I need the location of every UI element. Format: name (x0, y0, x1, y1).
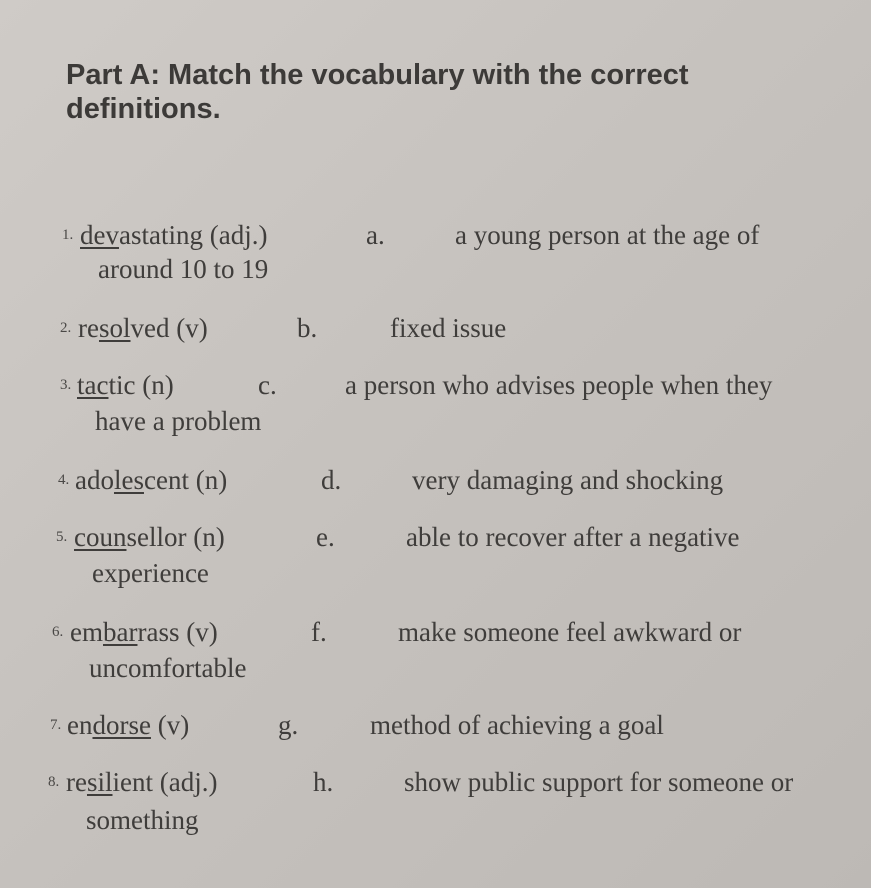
word-part: re (78, 313, 99, 343)
item-number: 2. (60, 320, 72, 336)
item-number: 6. (52, 624, 64, 640)
vocab-item-1 (0, 218, 871, 284)
part-of-speech: (n) (193, 522, 225, 552)
part-of-speech: (n) (142, 370, 174, 400)
definition-letter: d. (321, 465, 342, 495)
stressed-syllable: bar (103, 617, 138, 647)
definition-text: a young person at the age of (455, 220, 760, 250)
vocab-word (66, 765, 217, 799)
vocab-word (75, 463, 227, 497)
stressed-syllable: sol (98, 313, 131, 343)
vocab-item-6 (0, 615, 871, 683)
definition-letter: c. (258, 370, 277, 400)
word-part: tic (108, 370, 136, 400)
definition-text: very damaging and shocking (412, 465, 724, 495)
vocab-word (67, 708, 189, 742)
definition-text: make someone feel awkward or (398, 617, 742, 647)
definition-text: method of achieving a goal (370, 710, 664, 740)
stressed-syllable: tac (77, 370, 109, 400)
definition-letter: h. (313, 767, 334, 797)
vocab-word (74, 520, 225, 554)
word-part: ado (75, 465, 114, 495)
word-part: ved (130, 313, 170, 343)
word-part: em (70, 617, 103, 647)
vocab-item-2 (0, 311, 871, 345)
item-number: 4. (58, 472, 70, 488)
stressed-syllable: coun (74, 522, 127, 552)
vocab-item-5 (0, 520, 871, 588)
item-number: 5. (56, 529, 68, 545)
definition-text: able to recover after a negative (406, 522, 740, 552)
stressed-syllable: dorse (92, 710, 151, 740)
word-part: re (66, 767, 87, 797)
definition-continuation: have a problem (95, 406, 262, 436)
part-of-speech: (adj.) (209, 220, 268, 250)
word-part: sellor (126, 522, 187, 552)
definition-continuation: uncomfortable (89, 653, 247, 683)
part-of-speech: (v) (157, 710, 190, 740)
definition-letter: a. (366, 220, 385, 250)
definition-text: fixed issue (390, 313, 507, 343)
vocab-item-7 (0, 708, 871, 742)
part-of-speech: (adj.) (159, 767, 218, 797)
stressed-syllable: les (113, 465, 144, 495)
definition-text: show public support for someone or (404, 767, 794, 797)
definition-letter: g. (278, 710, 299, 740)
part-of-speech: (v) (176, 313, 208, 343)
definition-continuation: something (86, 805, 199, 835)
item-number: 1. (62, 227, 74, 243)
vocab-word (78, 311, 208, 345)
definition-letter: b. (297, 313, 318, 343)
word-part: cent (143, 465, 189, 495)
vocab-item-4 (0, 463, 871, 497)
definition-letter: e. (316, 522, 335, 552)
definition-letter: f. (311, 617, 327, 647)
definition-continuation: around 10 to 19 (98, 254, 269, 284)
vocab-word (80, 218, 267, 252)
stressed-syllable: dev (80, 220, 119, 250)
page-heading: Part A: Match the vocabulary with the correct definitions. (66, 59, 689, 125)
definition-text: a person who advises people when they (345, 370, 773, 400)
stressed-syllable: sil (86, 767, 113, 797)
item-number: 3. (60, 377, 72, 393)
vocab-item-8 (0, 765, 871, 835)
word-part: en (67, 710, 93, 740)
vocab-word (70, 615, 218, 649)
word-part: astating (118, 220, 203, 250)
word-part: ient (112, 767, 153, 797)
part-of-speech: (n) (195, 465, 228, 495)
vocab-word (77, 368, 174, 402)
vocab-item-3 (0, 368, 871, 436)
part-of-speech: (v) (186, 617, 218, 647)
item-number: 8. (48, 774, 60, 790)
word-part: rass (137, 617, 180, 647)
definition-continuation: experience (92, 558, 209, 588)
item-number: 7. (50, 717, 62, 733)
